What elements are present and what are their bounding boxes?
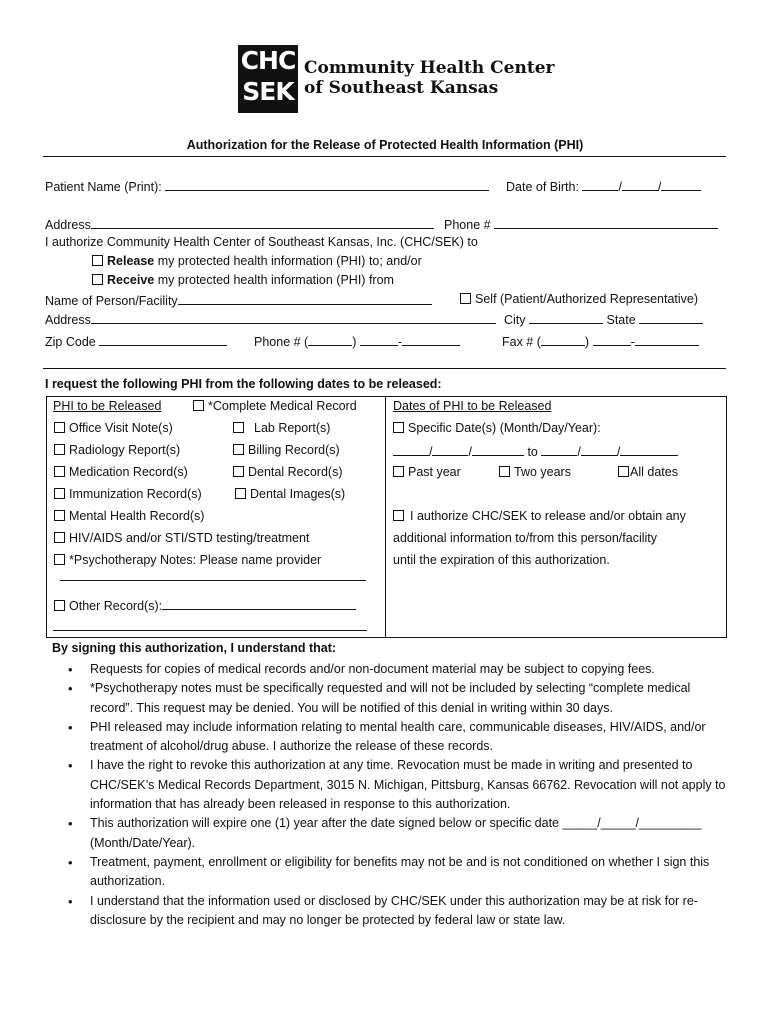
immunization-label: Immunization Record(s) [69,487,202,501]
facility-zip-label: Zip Code [45,335,96,349]
specific-dates-option [393,421,601,435]
other-records-field[interactable] [162,597,356,610]
logo-name-line1: Community Health Center [304,58,555,78]
self-option [460,292,698,306]
complete-record-label: *Complete Medical Record [208,399,357,413]
immunization-checkbox[interactable] [54,488,65,499]
hiv-option [54,531,309,545]
billing-label: Billing Record(s) [248,443,340,457]
medication-option [54,465,188,479]
facility-fax-paren: ) [584,335,590,349]
other-records-label: Other Record(s): [69,599,163,613]
logo-name-line2: of Southeast Kansas [304,78,499,98]
dental-checkbox[interactable] [233,466,244,477]
patient-address-field[interactable] [91,216,434,229]
additional-info-line3: until the expiration of this authorization. [393,553,610,567]
dental-label: Dental Record(s) [248,465,343,479]
facility-extra-line[interactable] [43,368,726,369]
hiv-checkbox[interactable] [54,532,65,543]
facility-zip-row [45,333,227,349]
terms-item: • This authorization will expire one (1) year after the date signed below or specific date _____/_____/_________ (Month/Date/Year). [48,814,728,853]
facility-phone-paren: ) [352,335,357,349]
receive-label-bold: Receive [107,273,155,287]
other-records-option [54,597,356,613]
from-year-field[interactable] [472,443,524,456]
lab-report-checkbox[interactable] [233,422,244,433]
additional-info-line2: additional information to/from this person/facility [393,531,658,545]
patient-name-row [45,178,489,194]
release-label-bold: Release [107,254,155,268]
logo-mark-line1: CHC [240,46,296,75]
receive-checkbox[interactable] [92,274,103,285]
dates-header: Dates of PHI to be Released [393,399,552,413]
dental-images-option [235,487,345,501]
phi-table-divider [385,396,386,637]
office-visit-label: Office Visit Note(s) [69,421,173,435]
billing-checkbox[interactable] [233,444,244,455]
request-heading: I request the following PHI from the following dates to be released: [45,377,442,391]
terms-item: • *Psychotherapy notes must be specifically requested and will not be included by selecting “complete medical record”. This request may be denied. You will be notified of this denial in writing within 30 days. [48,679,728,718]
mental-health-option [54,509,204,523]
patient-name-label: Patient Name (Print): [45,180,162,194]
phi-header: PHI to be Released [53,399,162,413]
facility-state-field[interactable] [639,311,703,324]
dob-month-field[interactable] [582,178,618,191]
facility-name-field[interactable] [178,292,432,305]
specific-dates-range: / / to / / [393,443,678,459]
facility-phone-row [254,333,460,349]
facility-phone-dash: - [397,335,403,349]
release-checkbox[interactable] [92,255,103,266]
other-records-extra-line[interactable] [53,630,367,631]
psychotherapy-provider-field[interactable] [60,580,366,581]
dob-label: Date of Birth: [506,180,579,194]
terms-item: • I have the right to revoke this authorization at any time. Revocation must be made in writing and presented to CHC/SEK’s Medical Records Department, 3015 N. Michigan, Pittsburg, Kansas 66762. Revocation will not apply to information that has already been released in response to this authorization. [48,756,728,814]
facility-address-row [45,311,496,327]
two-years-label: Two years [514,465,571,479]
facility-phone-prefix-field[interactable] [360,333,398,346]
dental-images-label: Dental Images(s) [250,487,346,501]
office-visit-checkbox[interactable] [54,422,65,433]
facility-fax-area-field[interactable] [541,333,585,346]
facility-name-row [45,292,432,308]
complete-record-option [193,399,357,413]
radiology-checkbox[interactable] [54,444,65,455]
facility-address-field[interactable] [91,311,496,324]
facility-fax-line-field[interactable] [635,333,699,346]
terms-list [48,660,728,930]
other-records-checkbox[interactable] [54,600,65,611]
radiology-option [54,443,180,457]
facility-city-field[interactable] [529,311,603,324]
mental-health-checkbox[interactable] [54,510,65,521]
dental-images-checkbox[interactable] [235,488,246,499]
psychotherapy-checkbox[interactable] [54,554,65,565]
additional-info-checkbox[interactable] [393,510,404,521]
facility-zip-field[interactable] [99,333,227,346]
dob-row: Date of Birth: / / [506,178,701,194]
specific-dates-label: Specific Date(s) (Month/Day/Year): [408,421,601,435]
facility-fax-prefix-field[interactable] [593,333,631,346]
title-rule [43,156,726,157]
receive-label-rest: my protected health information (PHI) from [154,273,394,287]
facility-fax-row [502,333,699,349]
facility-address-label: Address [45,313,91,327]
patient-address-label: Address [45,218,91,232]
to-day-field[interactable] [581,443,617,456]
terms-item: • Treatment, payment, enrollment or eligibility for benefits may not be and is not conditioned on whether I sign this authorization. [48,853,728,892]
all-dates-label: All dates [630,465,678,479]
psychotherapy-option [54,553,321,567]
logo-name [304,58,554,98]
two-years-option [499,465,571,479]
past-year-label: Past year [408,465,461,479]
hiv-label: HIV/AIDS and/or STI/STD testing/treatment [69,531,310,545]
patient-phone-label: Phone # [444,218,491,232]
authorize-statement: I authorize Community Health Center of Southeast Kansas, Inc. (CHC/SEK) to [45,235,478,249]
facility-name-label: Name of Person/Facility [45,294,178,308]
complete-record-checkbox[interactable] [193,400,204,411]
immunization-option [54,487,202,501]
psychotherapy-label: *Psychotherapy Notes: Please name provider [69,553,322,567]
patient-name-field[interactable] [165,178,489,191]
radiology-label: Radiology Report(s) [69,443,181,457]
all-dates-option [618,465,678,479]
dental-option [233,465,342,479]
facility-phone-line-field[interactable] [402,333,460,346]
medication-checkbox[interactable] [54,466,65,477]
specific-dates-checkbox[interactable] [393,422,404,433]
facility-phone-area-field[interactable] [308,333,352,346]
billing-option [233,443,340,457]
understand-heading: By signing this authorization, I understand that: [52,641,337,655]
medication-label: Medication Record(s) [69,465,188,479]
facility-fax-label: Fax # ( [502,335,541,349]
release-label-rest: my protected health information (PHI) to; and/or [154,254,422,268]
terms-item: • Requests for copies of medical records and/or non-document material may be subject to copying fees. [48,660,728,679]
facility-state-label: State [606,313,636,327]
dob-day-field[interactable] [622,178,658,191]
receive-option [92,273,394,287]
from-month-field[interactable] [393,443,429,456]
release-option [92,254,422,268]
office-visit-option [54,421,173,435]
lab-report-label: Lab Report(s) [254,421,331,435]
mental-health-label: Mental Health Record(s) [69,509,205,523]
from-day-field[interactable] [432,443,468,456]
to-month-field[interactable] [541,443,577,456]
to-year-field[interactable] [620,443,678,456]
chc-sek-logo [238,45,298,113]
additional-info-option [393,509,686,523]
two-years-checkbox[interactable] [499,466,510,477]
patient-address-row [45,216,434,232]
terms-item: • I understand that the information used or disclosed by CHC/SEK under this authorization may be at risk for re-disclosure by the recipient and may no longer be protected by federal law or state law. [48,892,728,931]
additional-info-line1: I authorize CHC/SEK to release and/or obtain any [410,509,686,523]
facility-city-row [504,311,703,327]
facility-phone-label: Phone # ( [254,335,309,349]
lab-report-option [233,421,330,435]
logo-mark-line2: SEK [242,77,294,106]
terms-item: • PHI released may include information relating to mental health care, communicable diseases, HIV/AIDS, and/or treatment of alcohol/drug abuse. I authorize the release of these records. [48,718,728,757]
patient-phone-field[interactable] [494,216,718,229]
past-year-option [393,465,461,479]
facility-city-label: City [504,313,526,327]
form-title: Authorization for the Release of Protected Health Information (PHI) [186,138,584,152]
dob-year-field[interactable] [661,178,701,191]
self-label: Self (Patient/Authorized Representative) [475,292,699,306]
all-dates-checkbox[interactable] [618,466,629,477]
patient-phone-row [444,216,718,232]
past-year-checkbox[interactable] [393,466,404,477]
dates-to-label: to [527,445,538,459]
self-checkbox[interactable] [460,293,471,304]
facility-fax-dash: - [630,335,635,349]
